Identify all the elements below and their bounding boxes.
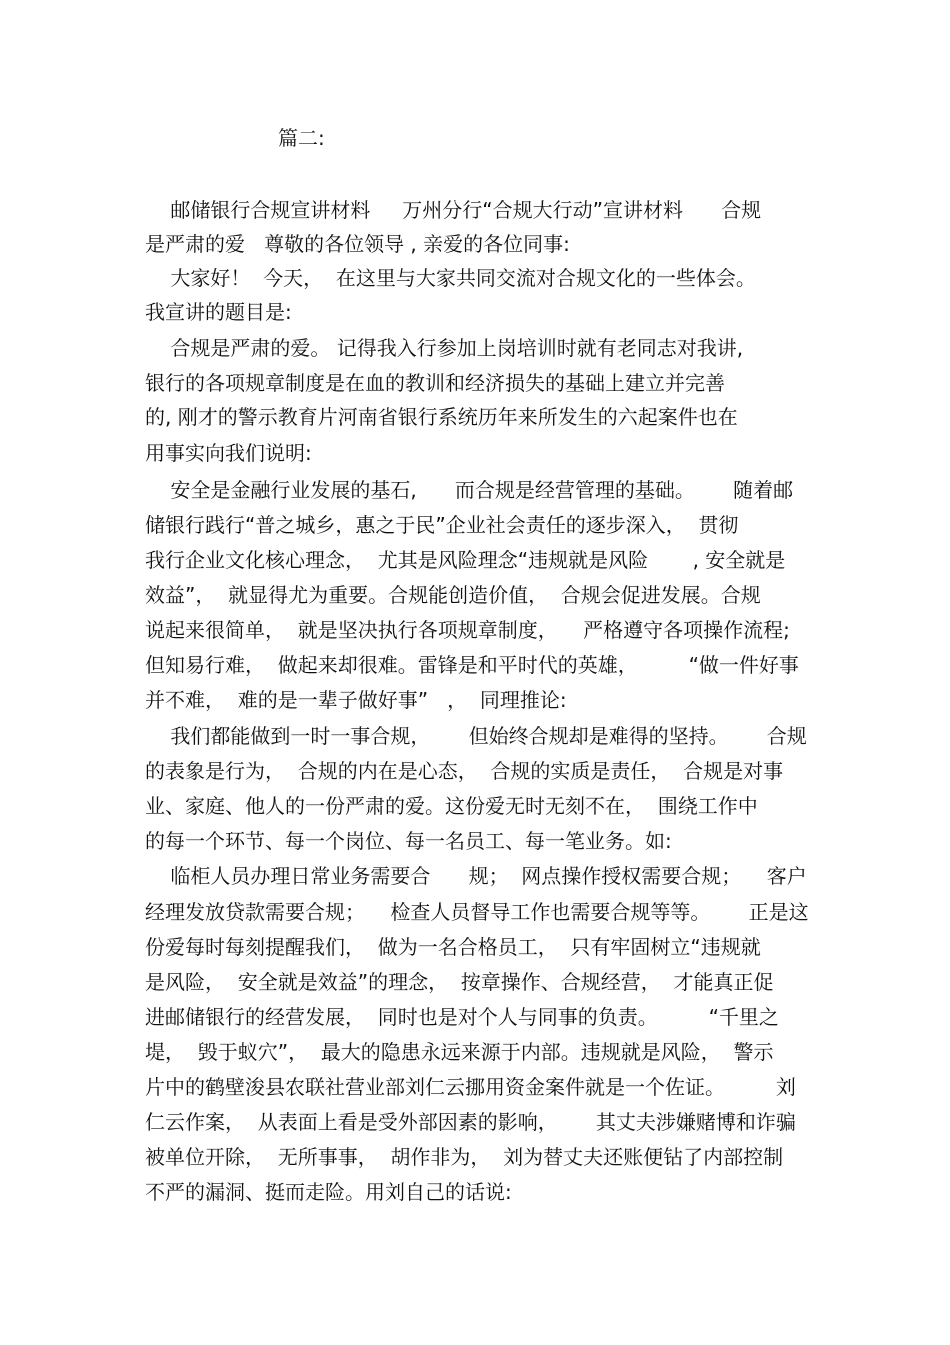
- text-line: 的每一个环节、每一个岗位、每一名员工、每一笔业务。如:: [145, 829, 672, 853]
- text-line: 不严的漏洞、挺而走险。用刘自己的话说:: [145, 1180, 512, 1204]
- text-line: 是严肃的爱 尊敬的各位领导 , 亲爱的各位同事:: [145, 232, 570, 256]
- text-line: 合规是严肃的爱。 记得我入行参加上岗培训时就有老同志对我讲,: [145, 336, 744, 360]
- text-line: 片中的鹤壁浚县农联社营业部刘仁云挪用资金案件就是一个佐证。 刘: [145, 1075, 796, 1099]
- text-line: 堤， 毁于蚁穴”， 最大的隐患永远来源于内部。违规就是风险， 警示: [145, 1040, 774, 1064]
- text-line: 安全是金融行业发展的基石, 而合规是经营管理的基础。 随着邮: [145, 478, 794, 502]
- text-line: 我宣讲的题目是:: [145, 300, 292, 324]
- text-line: 我们都能做到一时一事合规， 但始终合规却是难得的坚持。 合规: [145, 724, 807, 748]
- text-line: 邮储银行合规宣讲材料 万州分行“合规大行动”宣讲材料 合规: [145, 198, 762, 222]
- text-line: 说起来很简单， 就是坚决执行各项规章制度， 严格遵守各项操作流程;: [145, 618, 790, 642]
- text-line: 是风险， 安全就是效益”的理念， 按章操作、合规经营， 才能真正促: [145, 970, 774, 994]
- text-line: 进邮储银行的经营发展， 同时也是对个人与同事的负责。 “千里之: [145, 1005, 779, 1029]
- text-line: 份爱每时每刻提醒我们， 做为一名合格员工， 只有牢固树立“违规就: [145, 935, 761, 959]
- text-line: 临柜人员办理日常业务需要合 规； 网点操作授权需要合规； 客户: [145, 864, 807, 888]
- text-line: 的表象是行为， 合规的内在是心态， 合规的实质是责任， 合规是对事: [145, 759, 784, 783]
- text-line: 仁云作案， 从表面上看是受外部因素的影响， 其丈夫涉嫌赌博和诈骗: [145, 1110, 796, 1134]
- text-line: 效益”， 就显得尤为重要。合规能创造价值， 合规会促进发展。合规: [145, 583, 761, 607]
- text-line: 业、家庭、他人的一份严肃的爱。这份爱无时无刻不在， 围绕工作中: [145, 794, 758, 818]
- text-line: 用事实向我们说明:: [145, 441, 312, 465]
- text-line: 被单位开除， 无所事事， 胡作非为， 刘为替丈夫还账便钻了内部控制: [145, 1145, 784, 1169]
- text-line: 储银行践行“普之城乡，惠之于民”企业社会责任的逐步深入， 贯彻: [145, 513, 739, 537]
- text-line: 我行企业文化核心理念， 尤其是风险理念“违规就是风险 , 安全就是: [145, 548, 786, 572]
- text-line: 并不难， 难的是一辈子做好事” ， 同理推论:: [145, 688, 567, 712]
- section-heading: 篇二:: [278, 126, 325, 150]
- text-line: 银行的各项规章制度是在血的教训和经济损失的基础上建立并完善: [145, 371, 725, 395]
- text-line: 的, 刚才的警示教育片河南省银行系统历年来所发生的六起案件也在: [145, 405, 738, 429]
- text-line: 但知易行难， 做起来却很难。雷锋是和平时代的英雄， “做一件好事: [145, 653, 799, 677]
- text-line: 经理发放贷款需要合规； 检查人员督导工作也需要合规等等。 正是这: [145, 900, 809, 924]
- text-line: 大家好！ 今天， 在这里与大家共同交流对合规文化的一些体会。: [145, 266, 756, 290]
